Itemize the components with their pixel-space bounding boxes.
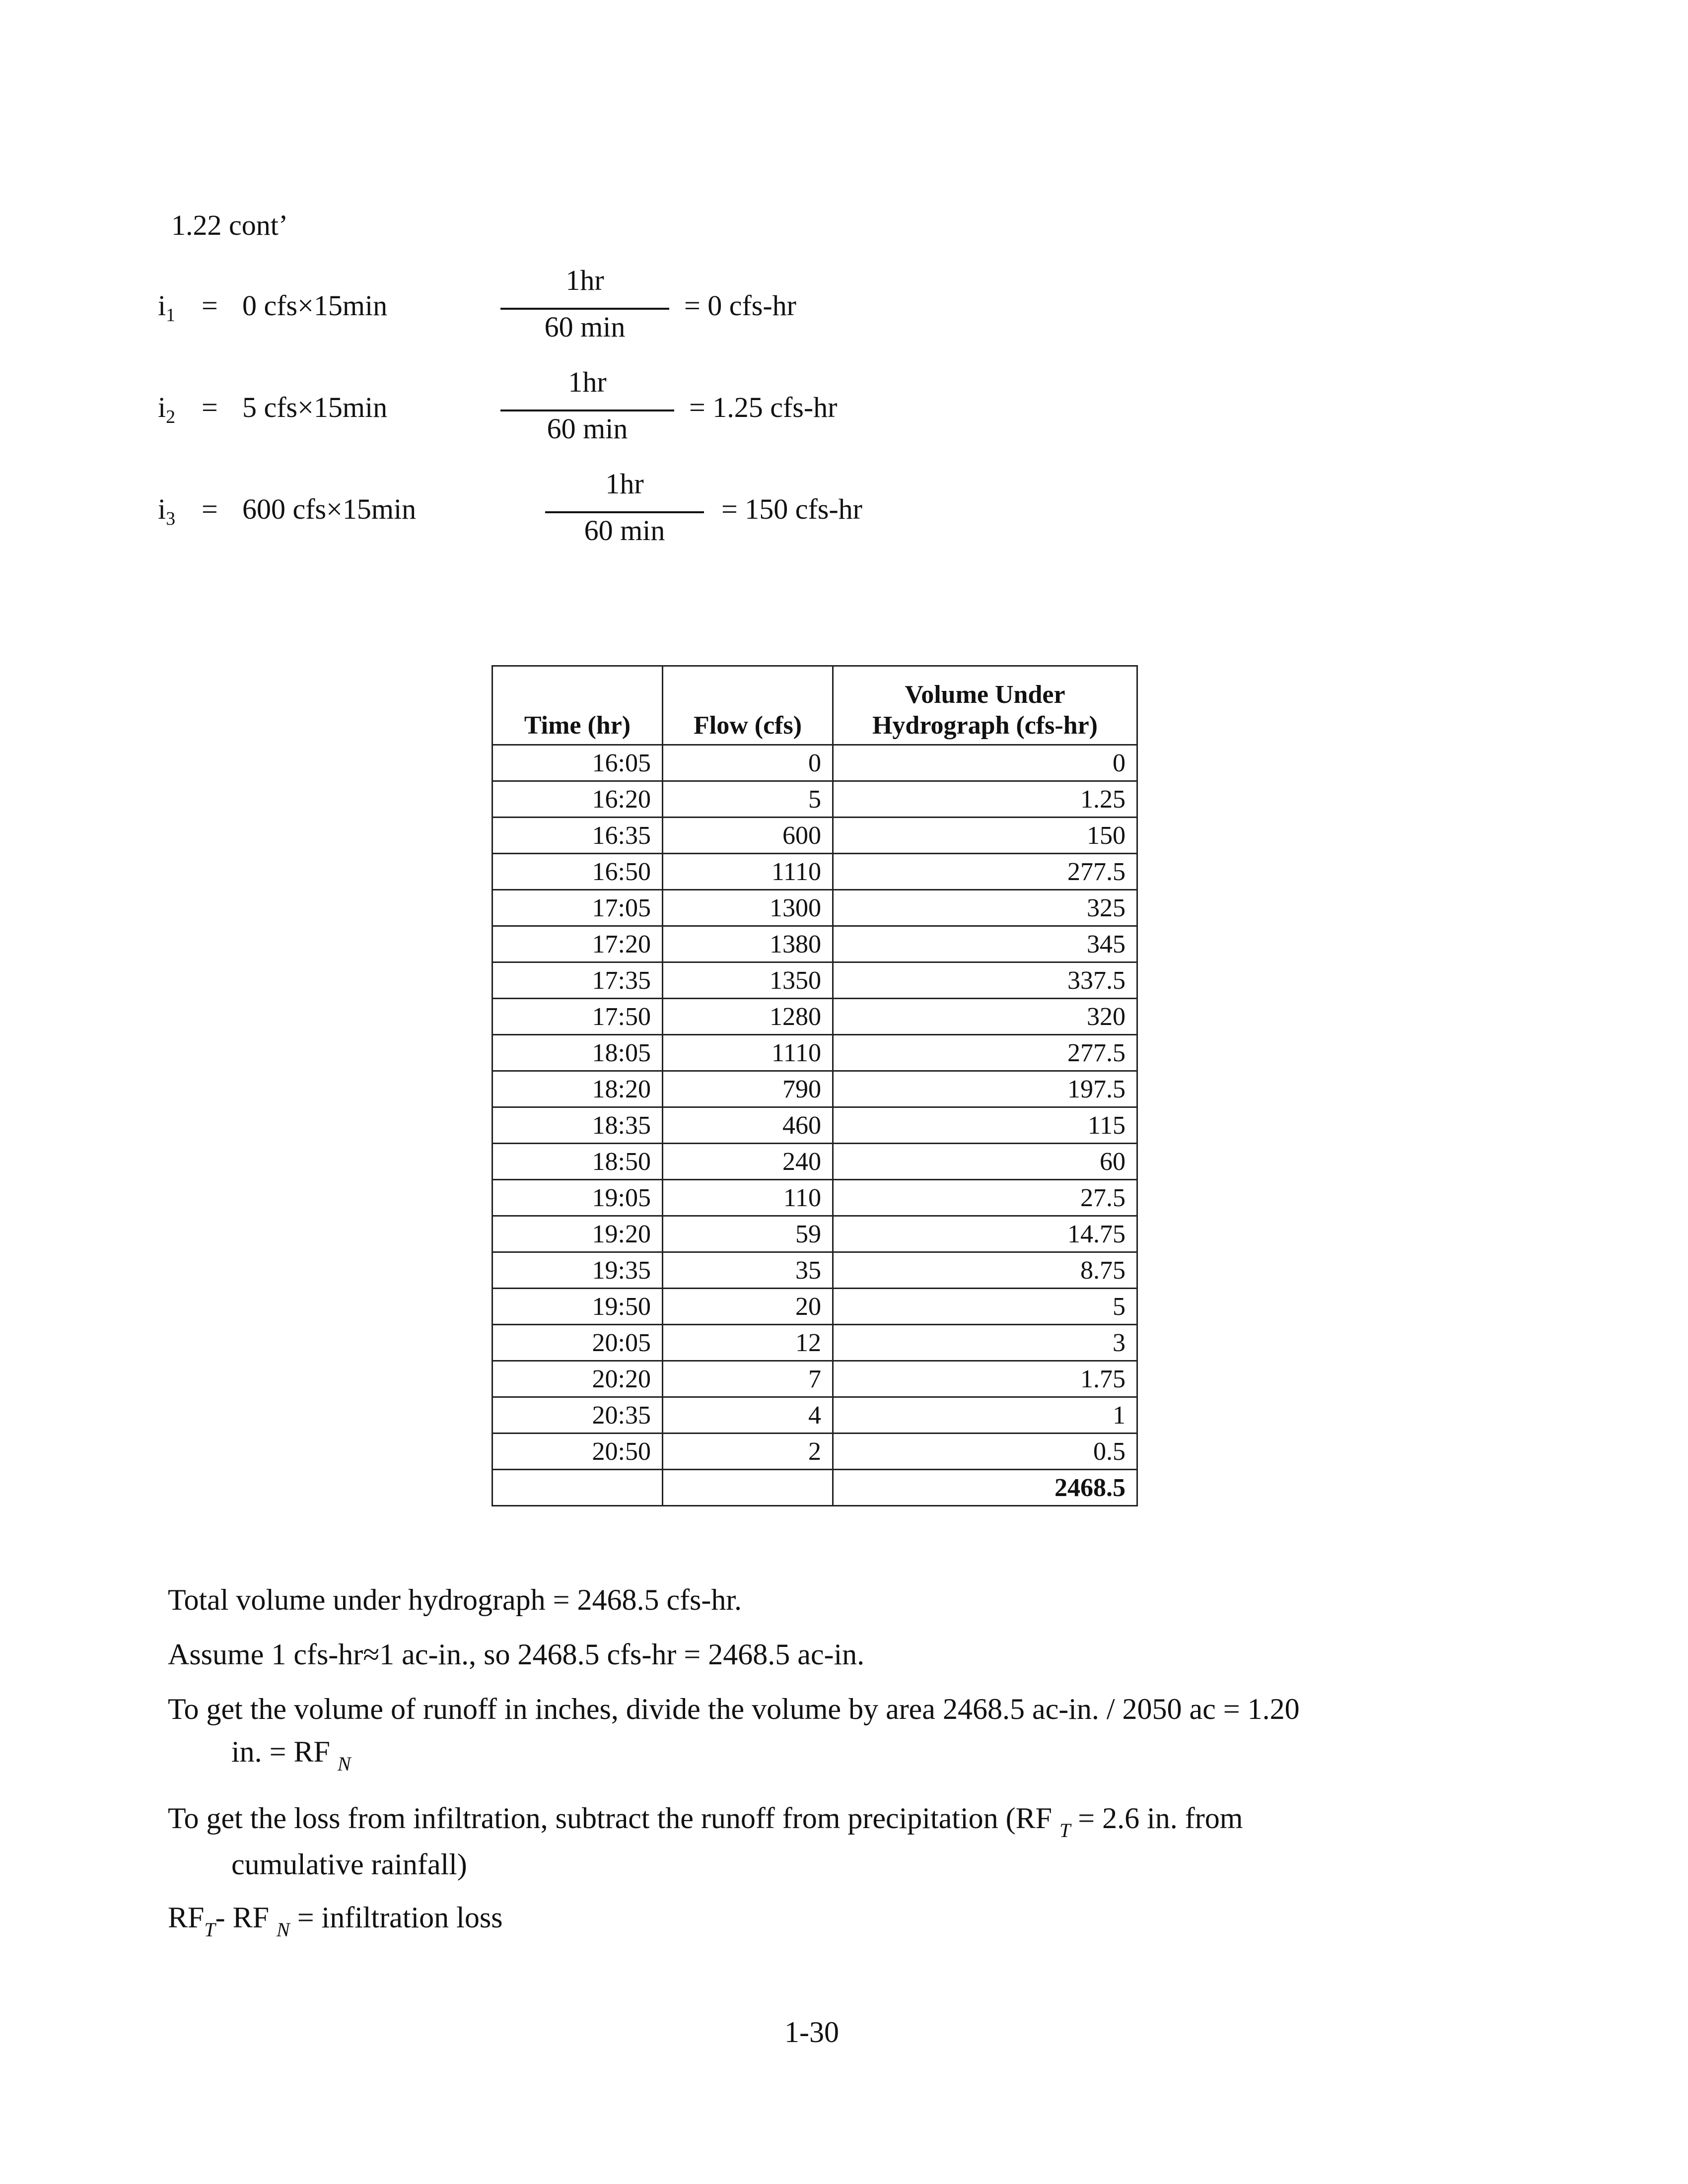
eq-fraction: 1hr 60 min (500, 365, 674, 446)
flow-cell: 12 (663, 1325, 833, 1361)
table-header-row (492, 666, 1137, 745)
eq-sign: = (202, 391, 218, 423)
eq-sign: = (202, 289, 218, 322)
paragraph-assumption: Assume 1 cfs-hr≈1 ac-in., so 2468.5 cfs-hr = 2468.5 ac-in. (168, 1638, 865, 1671)
volume-cell: 0.5 (833, 1433, 1137, 1470)
eq-result: = 1.25 cfs-hr (689, 391, 838, 423)
volume-cell: 150 (833, 818, 1137, 854)
volume-cell: 27.5 (833, 1180, 1137, 1216)
header-flow: Flow (cfs) (663, 666, 833, 745)
table-row (492, 1397, 1137, 1433)
volume-cell: 337.5 (833, 962, 1137, 999)
time-cell: 17:35 (492, 962, 663, 999)
eq-sign: = (202, 493, 218, 525)
eq-result: = 0 cfs-hr (684, 289, 796, 322)
time-cell: 19:05 (492, 1180, 663, 1216)
flow-cell: 35 (663, 1252, 833, 1289)
time-cell: 16:20 (492, 781, 663, 818)
eq-lhs: $i_3$ (158, 493, 176, 529)
flow-cell: 2 (663, 1433, 833, 1470)
eq-fraction: 1hr 60 min (545, 467, 704, 548)
flow-cell: 460 (663, 1107, 833, 1144)
flow-cell: 5 (663, 781, 833, 818)
volume-cell: 320 (833, 999, 1137, 1035)
flow-cell: 1110 (663, 854, 833, 890)
time-cell: 18:35 (492, 1107, 663, 1144)
table-row (492, 1144, 1137, 1180)
eq-expr: 600 cfs×15min (242, 493, 417, 525)
paragraph-runoff-inches: To get the volume of runoff in inches, divide the volume by area 2468.5 ac-in. / 2050 ac = 1.20 in. = RF $_N$ (168, 1693, 1300, 1775)
flow-cell: 1300 (663, 890, 833, 926)
volume-cell: 1 (833, 1397, 1137, 1433)
table-row (492, 1216, 1137, 1252)
table-row (492, 781, 1137, 818)
flow-cell: 240 (663, 1144, 833, 1180)
header-time: Time (hr) (492, 666, 663, 745)
paragraph-infiltration-loss: $RF_T-$ RF $_N$ = infiltration loss (168, 1901, 503, 1941)
time-cell: 17:20 (492, 926, 663, 962)
volume-cell: 14.75 (833, 1216, 1137, 1252)
total-volume-cell: 2468.5 (833, 1470, 1137, 1506)
volume-cell: 60 (833, 1144, 1137, 1180)
paragraph-infiltration: To get the loss from infiltration, subtract the runoff from precipitation (RF $_T$ = 2.6 in. from cumulative rainfall) (168, 1802, 1243, 1881)
table-row (492, 926, 1137, 962)
header-volume: Volume Under Hydrograph (cfs-hr) (833, 666, 1137, 745)
volume-cell: 277.5 (833, 854, 1137, 890)
time-cell: 20:50 (492, 1433, 663, 1470)
time-cell: 17:50 (492, 999, 663, 1035)
flow-cell: 600 (663, 818, 833, 854)
flow-cell: 1380 (663, 926, 833, 962)
volume-cell: 3 (833, 1325, 1137, 1361)
table-row (492, 1071, 1137, 1107)
time-cell: 18:05 (492, 1035, 663, 1071)
volume-cell: 1.75 (833, 1361, 1137, 1397)
eq-expr: 5 cfs×15min (242, 391, 388, 423)
section-heading: 1.22 cont’ (171, 209, 288, 241)
flow-cell: 1110 (663, 1035, 833, 1071)
eq-expr: 0 cfs×15min (242, 289, 388, 322)
eq-lhs: $i_2$ (158, 391, 176, 427)
eq-fraction: 1hr 60 min (500, 263, 669, 344)
time-cell: 16:50 (492, 854, 663, 890)
volume-cell: 0 (833, 745, 1137, 781)
flow-cell: 110 (663, 1180, 833, 1216)
flow-cell: 1280 (663, 999, 833, 1035)
volume-cell: 277.5 (833, 1035, 1137, 1071)
volume-cell: 1.25 (833, 781, 1137, 818)
table-row (492, 999, 1137, 1035)
time-cell: 18:20 (492, 1071, 663, 1107)
table-row (492, 1180, 1137, 1216)
table-row (492, 854, 1137, 890)
time-cell: 19:20 (492, 1216, 663, 1252)
paragraph-total-volume: Total volume under hydrograph = 2468.5 cfs-hr. (168, 1583, 742, 1616)
table-row (492, 745, 1137, 781)
volume-cell: 197.5 (833, 1071, 1137, 1107)
flow-cell: 7 (663, 1361, 833, 1397)
table-row (492, 818, 1137, 854)
volume-cell: 8.75 (833, 1252, 1137, 1289)
time-cell: 16:05 (492, 745, 663, 781)
table-row (492, 1361, 1137, 1397)
time-cell: 16:35 (492, 818, 663, 854)
flow-cell: 1350 (663, 962, 833, 999)
flow-cell: 20 (663, 1289, 833, 1325)
time-cell: 18:50 (492, 1144, 663, 1180)
table-total-row (492, 1470, 1137, 1506)
table-row (492, 1107, 1137, 1144)
flow-cell: 59 (663, 1216, 833, 1252)
flow-cell: 0 (663, 745, 833, 781)
table-row (492, 1433, 1137, 1470)
time-cell: 20:20 (492, 1361, 663, 1397)
time-cell: 19:50 (492, 1289, 663, 1325)
volume-cell: 115 (833, 1107, 1137, 1144)
time-cell: 20:05 (492, 1325, 663, 1361)
hydrograph-volume-table (492, 665, 1138, 1506)
table-row (492, 1035, 1137, 1071)
table-row (492, 1289, 1137, 1325)
time-cell: 17:05 (492, 890, 663, 926)
eq-lhs: $i_1$ (158, 289, 176, 326)
volume-cell: 5 (833, 1289, 1137, 1325)
page-number: 1-30 (784, 2016, 839, 2048)
time-cell: 19:35 (492, 1252, 663, 1289)
flow-cell: 790 (663, 1071, 833, 1107)
flow-cell: 4 (663, 1397, 833, 1433)
volume-cell: 325 (833, 890, 1137, 926)
empty-cell (492, 1470, 663, 1506)
table-row (492, 1325, 1137, 1361)
empty-cell (663, 1470, 833, 1506)
time-cell: 20:35 (492, 1397, 663, 1433)
table-row (492, 1252, 1137, 1289)
volume-cell: 345 (833, 926, 1137, 962)
table-row (492, 890, 1137, 926)
eq-result: = 150 cfs-hr (721, 493, 862, 525)
table-row (492, 962, 1137, 999)
